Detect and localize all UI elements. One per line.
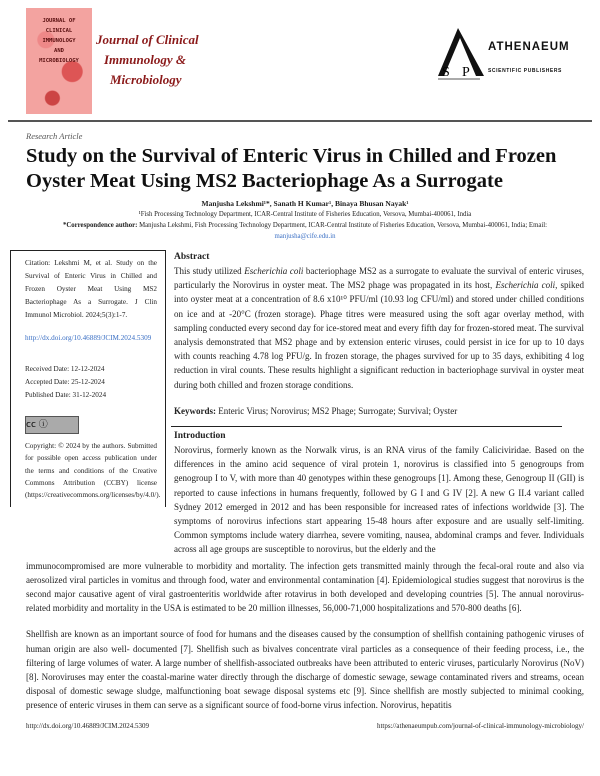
article-title: Study on the Survival of Enteric Virus in Chilled and Frozen Oyster Meat Using MS2 Bacteriophage As a Surrogate [26,145,557,192]
svg-text:S: S [442,65,450,80]
footer-doi: http://dx.doi.org/10.46889/JCIM.2024.5309 [26,721,149,730]
published-date: Published Date: 31-12-2024 [25,391,107,399]
keywords [174,404,584,418]
authors: Manjusha Lekshmi¹*, Sanath H Kumar¹, Binaya Bhusan Nayak¹ [201,199,409,208]
main-column [174,250,584,557]
section-divider [171,426,562,427]
correspondence [40,220,570,242]
cover-line: CLINICAL [45,28,73,34]
cover-line: MICROBIOLOGY [39,58,79,64]
two-column-section [26,250,584,557]
footer-url: https://athenaeumpub.com/journal-of-clinical-immunology-microbiology/ [376,721,584,730]
abstract-fragment: This study utilized [174,266,245,276]
keywords-label: Keywords: [174,405,216,416]
abstract-text [174,264,584,392]
doi-link[interactable]: http://dx.doi.org/10.46889/JCIM.2024.5309 [25,334,152,342]
introduction-heading: Introduction [174,431,226,442]
keywords-list: Enteric Virus; Norovirus; MS2 Phage; Surrogate; Survival; Oyster [216,405,458,416]
body-text [26,559,584,713]
intro-paragraph: Shellfish are known as an important source of food for humans and the diseases caused by the consumption of shellfish containing pathogenic viruses of human origin are also well- documented [7]. Shellfish such as bivalves concentrate viral particles as a consequence of their feeding process, i.e., the filtering of large volumes of water. A large number of shellfish-associated outbreaks have been attributed to enteric viruses, particularly Norovirus (NoV) [8]. Noroviruses may enter the coastal-marine water directly through the discharge of domestic sewage, sewage contaminated rivers and streams, ocean disposal of domestic sewage sludge, malfunctioning boat sewage disposal systems etc [9]. Since shellfish are mostly subjected to minimal cooking, presence of enteric viruses in them can serve as a significant source of food-borne virus infection. Norovirus, hepatitis [26,629,584,711]
header-divider [8,120,592,122]
abstract-section [174,250,584,418]
copyright: Copyright: © 2024 by the authors. Submitted for possible open access publication under the terms and conditions of the Creative Commons Attribution (CCBY) license (https://creativecommons.org/licenses/by/4.0/). [25,442,161,500]
journal-cover-text [28,16,90,66]
svg-text:P: P [462,65,470,80]
intro-paragraph: immunocompromised are more vulnerable to morbidity and mortality. The infection gets transmitted mainly through the fecal-oral route and also via aerosolized viral particles in vomitus and through food, water and environmental contamination [4]. Epidemiological studies suggest that norovirus is the second major causative agent of viral gastroenteritis worldwide after rotavirus in both developed and developing countries [5]. The annual norovirus-related morbidity and mortality in the USA is estimated to be 20 million illnesses, 56,000-71,000 hospitalizations and 570-800 deaths [6]. [26,560,584,614]
abstract-fragment: bacteriophage MS2 as a surrogate to evaluate the survival of enteric viruses, particularly the Norovirus in oyster meat. The MS2 phage was propagated in its host, [174,266,585,291]
abstract-heading: Abstract [174,252,210,262]
publisher-logo-icon [436,28,486,80]
cover-line: JOURNAL OF [42,18,76,24]
article-content [26,124,584,713]
accepted-date: Accepted Date: 25-12-2024 [25,378,105,386]
citation: Citation: Lekshmi M, et al. Study on the Survival of Enteric Virus in Chilled and Frozen Oyster Meat Using MS2 Bacteriophage As a Surrogate. J Clin Immunol Microbiol. 2024;5(3):1-7. [25,259,157,319]
species-name: Escherichia coli, [495,280,558,291]
page-header [0,0,600,124]
publisher-subtitle: SCIENTIFIC PUBLISHERS [488,68,562,74]
introduction-section [174,429,584,557]
species-name: Escherichia coli [244,266,304,276]
intro-paragraph: Norovirus, formerly known as the Norwalk virus, is an RNA virus of the family Caliciviridae. Based on the differences in the amino acid sequence of viral protein 1, norovirus is classified into 5 genogroups from genogroup I to V, with more than 40 genotypes within these genogroups [1]. Among these, Genogroup II (GII) is reported to cause infections in humans frequently, followed by G I and G IV [2]. A new G II.4 variant called Sydney 2012 emerged in 2012 and has been responsible for increased rates of infections worldwide [3]. The symptoms of norovirus infections start appearing 15-48 hours after exposure and are usually self-limiting. Common symptoms include watery diarrhea, severe vomiting, nausea, abdominal cramps and fever. Individuals across all age groups are susceptible to norovirus, but the elderly and the [174,445,584,555]
journal-title-line: Journal of Clinical [96,32,199,47]
email-link[interactable]: manjusha@cife.edu.in [274,233,336,240]
cover-line: IMMUNOLOGY [42,38,76,44]
citation-box [10,250,166,507]
affiliation: ¹Fish Processing Technology Department, ICAR-Central Institute of Fisheries Education, Versova, Mumbai-400061, India [138,211,472,218]
page-footer [26,721,584,731]
article-type: Research Article [26,131,83,141]
cc-by-license-icon: cc ⓘ [25,416,79,434]
journal-title-line: Immunology & [104,52,186,67]
journal-title [96,30,199,90]
received-date: Received Date: 12-12-2024 [25,365,105,373]
correspondence-text: Manjusha Lekshmi, Fish Processing Technology Department, ICAR-Central Institute of Fisheries Education, Versova, Mumbai-400061, India; Email: [137,222,548,229]
journal-title-line: Microbiology [110,72,182,87]
correspondence-label: *Correspondence author: [62,222,138,229]
cover-line: AND [54,48,64,54]
publisher-name: ATHENAEUM [488,41,570,53]
abstract-fragment: spiked into oyster meat at a concentration of 8.6 x10¹⁰ PFU/ml (10.93 log CFU/ml) and stored under chilled conditions on ice and at -20°C (frozen storage). Phage titres were measured using the soft agar overlay method, with sampling conducted every second day for ice-stored meat and every fifth day for frozen-stored meat. The survival analysis demonstrated that MS2 phage and by extension enteric viruses, could persist in ice for up to 10 days with counts reaching 4.78 log PFU/g. In frozen storage, the phages survived for up to 35 days, exhibiting 4 log reduction in viral counts. These results highlight a significant reduction in bacteriophage survival in oyster meat during both chilled and frozen storage conditions. [174,280,584,390]
